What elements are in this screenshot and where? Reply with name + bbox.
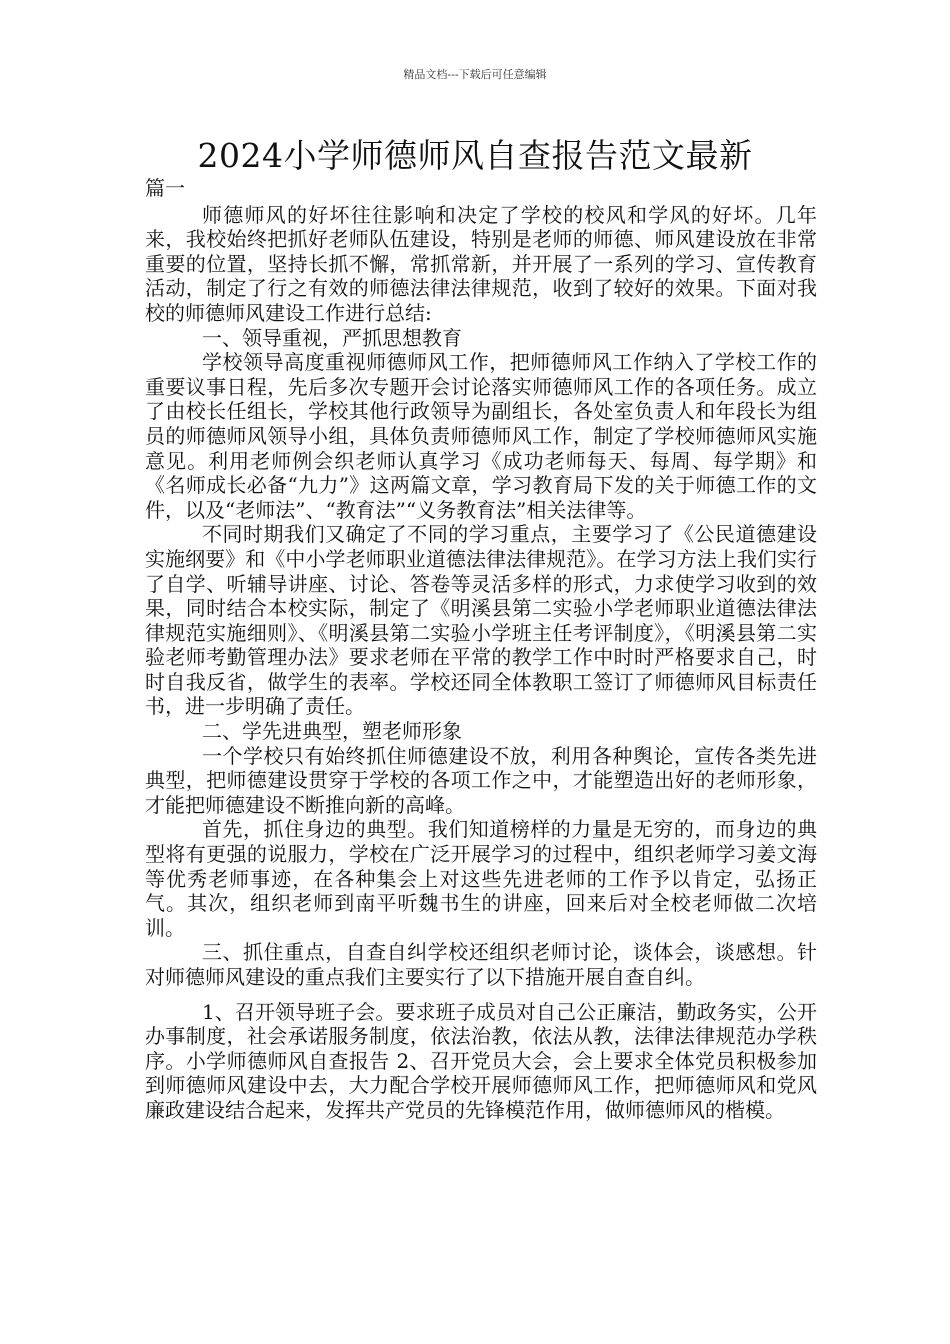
section-label: 篇一: [145, 176, 185, 200]
page-header: 精品文档---下载后可任意编辑: [403, 68, 547, 81]
heading-2: 二、学先进典型，塑老师形象: [202, 719, 462, 744]
paragraph: 学校领导高度重视师德师风工作，把师德师风工作纳入了学校工作的重要议事日程，先后多次专题开会讨论落实师德师风工作的各项任务。成立了由校长任组长，学校其他行政领导为副组长，各处室负责人和年段长为组员的师德师风领导小组，具体负责师德师风工作，制定了学校师德师风实施意见。利用老师例会织老师认真学习《成功老师每天、每周、每学期》和《名师成长必备“九力”》这两篇文章，学习教育局下发的关于师德工作的文件，以及“老师法”、“教育法”“义务教育法”相关法律等。: [145, 350, 817, 522]
document-body: [145, 176, 817, 1123]
paragraph-intro: 师德师风的好坏往往影响和决定了学校的校风和学风的好坏。几年来，我校始终把抓好老师队伍建设，特别是老师的师德、师风建设放在非常重要的位置，坚持长抓不懈，常抓常新，并开展了一系列的学习、宣传教育活动，制定了行之有效的师德法律法律规范，收到了较好的效果。下面对我校的师德师风建设工作进行总结:: [145, 202, 817, 325]
heading-3-paragraph: 三、抓住重点，自查自纠学校还组织老师讨论，谈体会，谈感想。针对师德师风建设的重点我们主要实行了以下措施开展自查自纠。: [145, 940, 817, 989]
heading-1: 一、领导重视，严抓思想教育: [202, 325, 462, 350]
paragraph: 不同时期我们又确定了不同的学习重点，主要学习了《公民道德建设实施纲要》和《中小学老师职业道德法律法律规范》。在学习方法上我们实行了自学、听辅导讲座、讨论、答卷等灵活多样的形式，力求使学习收到的效果，同时结合本校实际，制定了《明溪县第二实验小学老师职业道德法律法律规范实施细则》、《明溪县第二实验小学班主任考评制度》，《明溪县第二实验老师考勤管理办法》要求老师在平常的教学工作中时时严格要求自己，时时自我反省，做学生的表率。学校还同全体教职工签订了师德师风目标责任书，进一步明确了责任。: [145, 522, 817, 719]
paragraph: 一个学校只有始终抓住师德建设不放，利用各种舆论，宣传各类先进典型，把师德建设贯穿于学校的各项工作之中，才能塑造出好的老师形象，才能把师德建设不断推向新的高峰。: [145, 743, 817, 817]
paragraph: 1、召开领导班子会。要求班子成员对自己公正廉洁，勤政务实，公开办事制度，社会承诺服务制度，依法治教，依法从教，法律法律规范办学秩序。小学师德师风自查报告 2、召开党员大会，会上要求全体党员积极参加到师德师风建设中去，大力配合学校开展师德师风工作，把师德师风和党风廉政建设结合起来，发挥共产党员的先锋模范作用，做师德师风的楷模。: [145, 999, 817, 1122]
document-title: 2024小学师德师风自查报告范文最新: [197, 136, 753, 175]
paragraph: 首先，抓住身边的典型。我们知道榜样的力量是无穷的，而身边的典型将有更强的说服力，学校在广泛开展学习的过程中，组织老师学习姜文海等优秀老师事迹，在各种集会上对这些先进老师的工作予以肯定，弘扬正气。其次，组织老师到南平听魏书生的讲座，回来后对全校老师做二次培训。: [145, 817, 817, 940]
